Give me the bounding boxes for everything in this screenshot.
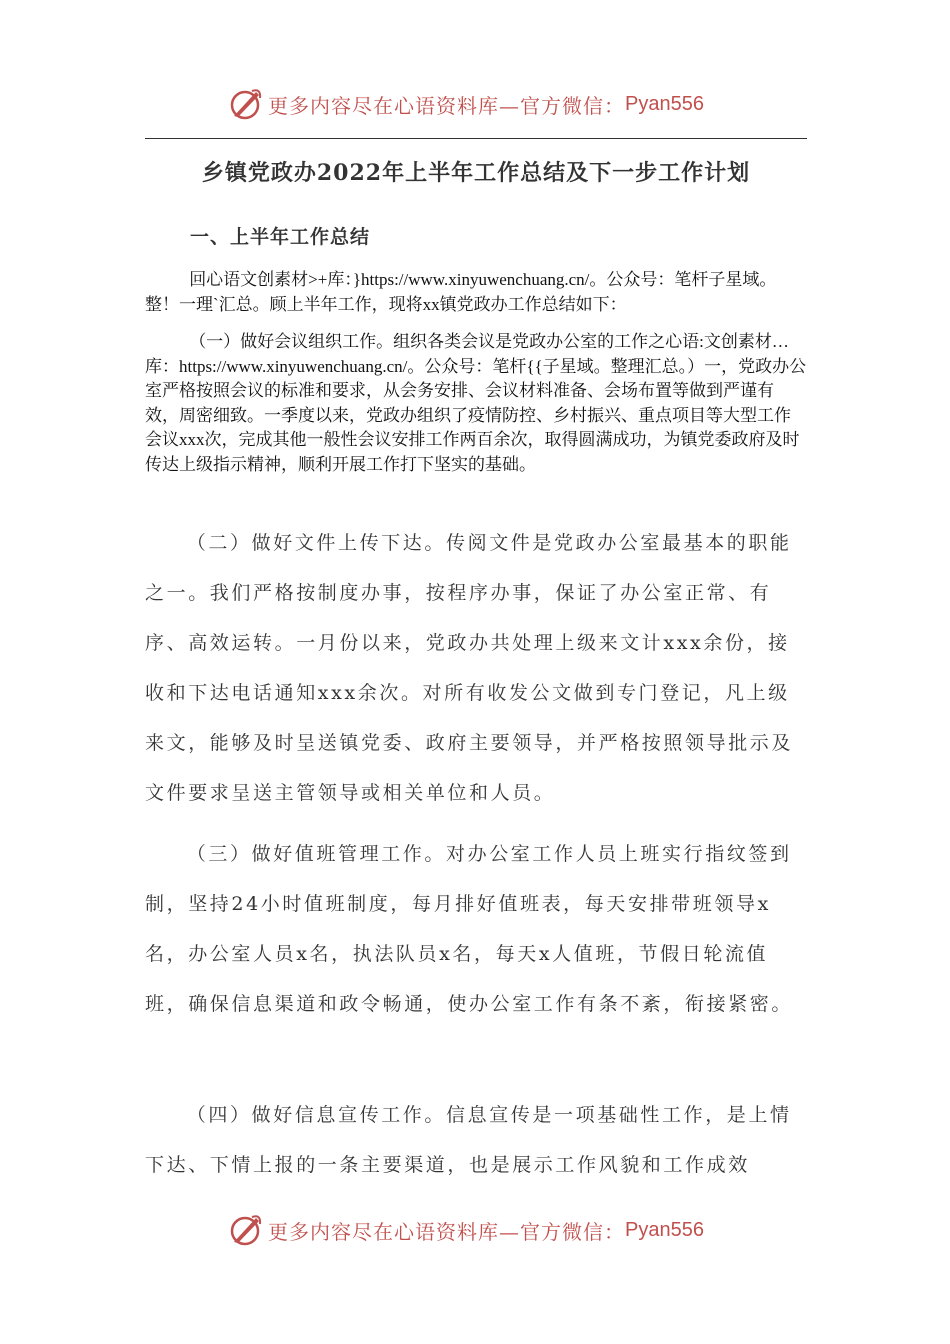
footer-banner [228, 1210, 728, 1250]
paragraph-documents: （二）做好文件上传下达。传阅文件是党政办公室最基本的职能之一。我们严格按制度办事，按程序办事，保证了办公室正常、有序、高效运转。一月份以来，党政办共处理上级来文计xxx余份，接收和下达电话通知xxx余次。对所有收发公文做到专门登记，凡上级来文，能够及时呈送镇党委、政府主要领导，并严格按照领导批示及文件要求呈送主管领导或相关单位和人员。 [145, 532, 794, 804]
header-divider [145, 138, 807, 139]
banner-wechat-id: Pyan556 [625, 92, 704, 115]
quill-logo-icon [228, 1212, 264, 1248]
header-banner [228, 84, 728, 124]
banner-wechat-id: Pyan556 [625, 1218, 704, 1241]
intro-paragraph: 回心语文创素材>+库：}https://www.xinyuwenchuang.cn/。公众号：笔杆子星域。整！一理`汇总。顾上半年工作，现将xx镇党政办工作总结如下： [145, 270, 777, 314]
document-title: 乡镇党政办2022年上半年工作总结及下一步工作计划 [201, 160, 751, 186]
paragraph-meetings: （一）做好会议组织工作。组织各类会议是党政办公室的工作之心语:文创素材…库：https://www.xinyuwenchuang.cn/。公众号：笔杆{{子星域。整理汇总。）一，党政办公室严格按照会议的标准和要求，从会务安排、会议材料准备、会场布置等做到严谨有效，周密细致。一季度以来，党政办组织了疫情防控、乡村振兴、重点项目等大型工作会议xxx次，完成其他一般性会议安排工作两百余次，取得圆满成功，为镇党委政府及时传达上级指示精神，顺利开展工作打下坚实的基础。 [145, 332, 807, 474]
paragraph-duty: （三）做好值班管理工作。对办公室工作人员上班实行指纹签到制，坚持24小时值班制度，每月排好值班表，每天安排带班领导x名，办公室人员x名，执法队员x名，每天x人值班，节假日轮流值班，确保信息渠道和政令畅通，使办公室工作有条不紊，衔接紧密。 [145, 843, 794, 1015]
section-heading: 一、上半年工作总结 [190, 226, 371, 248]
banner-text: 更多内容尽在心语资料库—官方微信： [268, 93, 625, 118]
quill-logo-icon [228, 86, 264, 122]
banner-text: 更多内容尽在心语资料库—官方微信： [268, 1219, 625, 1244]
paragraph-publicity: （四）做好信息宣传工作。信息宣传是一项基础性工作，是上情下达、下情上报的一条主要渠道，也是展示工作风貌和工作成效 [145, 1104, 792, 1176]
